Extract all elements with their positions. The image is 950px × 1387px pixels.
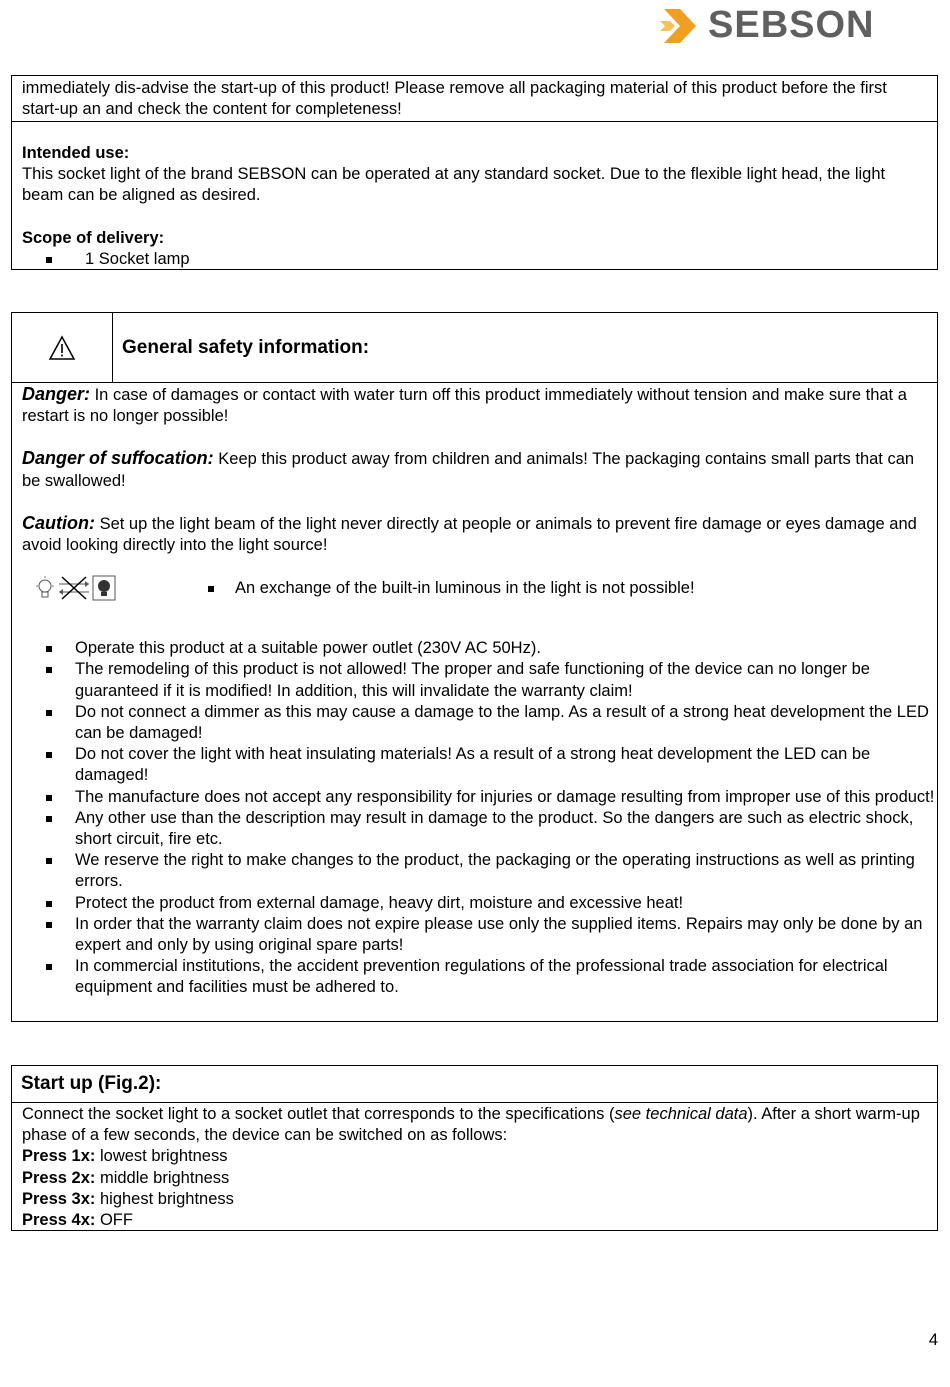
safety-item: Do not cover the light with heat insulating materials! As a result of a strong heat development the LED can be damaged!	[12, 744, 937, 786]
brand-logo	[660, 6, 874, 46]
led-note-row	[12, 568, 937, 608]
caution-paragraph	[22, 513, 927, 556]
step-label: Press 1x:	[22, 1147, 96, 1166]
led-lamp-icon	[92, 575, 116, 601]
safety-body	[12, 382, 937, 556]
intended-use-section	[12, 121, 937, 249]
suffocation-text: Keep this product away from children and animals! The packaging contains small parts that can be swallowed!	[22, 450, 915, 490]
startup-step	[22, 1168, 927, 1189]
step-value: highest brightness	[95, 1189, 234, 1208]
scope-list	[12, 249, 937, 270]
safety-item: The manufacture does not accept any responsibility for injuries or damage resulting from improper use of this product!	[12, 787, 937, 808]
no-exchange-icon	[56, 575, 92, 601]
safety-item: We reserve the right to make changes to the product, the packaging or the operating instructions as well as printing errors.	[12, 850, 937, 892]
page-number: 4	[928, 1331, 938, 1349]
intended-use-text: This socket light of the brand SEBSON can be operated at any standard socket. Due to the flexible light head, the light beam can be aligned as desired.	[22, 165, 886, 205]
step-label: Press 3x:	[22, 1189, 96, 1208]
safety-title: General safety information:	[122, 336, 370, 358]
scope-title: Scope of delivery:	[22, 228, 165, 247]
startup-text	[22, 1104, 927, 1146]
intro-text: immediately dis-advise the start-up of this product! Please remove all packaging material of this product before the first start-up an and check the content for completeness!	[22, 79, 887, 119]
safety-list	[12, 638, 937, 998]
warning-triangle-icon	[48, 335, 76, 361]
scope-item: 1 Socket lamp	[12, 249, 937, 270]
step-label: Press 2x:	[22, 1168, 96, 1187]
safety-item: In commercial institutions, the accident prevention regulations of the professional trade association for electrical equipment and facilities must be adhered to.	[12, 956, 937, 998]
safety-item: Any other use than the description may result in damage to the product. So the dangers are such as electric shock, short circuit, fire etc.	[12, 808, 937, 850]
caution-label: Caution:	[22, 512, 95, 533]
step-value: middle brightness	[95, 1168, 230, 1187]
danger-text: In case of damages or contact with water turn off this product immediately without tension and make sure that a restart is no longer possible!	[22, 386, 907, 426]
suffocation-paragraph	[22, 448, 927, 491]
danger-label: Danger:	[22, 384, 91, 404]
led-note: An exchange of the built-in luminous in the light is not possible!	[195, 578, 695, 599]
startup-text-ref: see technical data	[614, 1105, 748, 1123]
step-value: lowest brightness	[95, 1147, 228, 1166]
safety-box	[11, 312, 938, 1022]
led-bulb-icon	[34, 575, 56, 601]
suffocation-label: Danger of suffocation:	[22, 448, 214, 469]
safety-item: Do not connect a dimmer as this may cause a damage to the lamp. As a result of a strong heat development the LED can be damaged!	[12, 702, 937, 744]
step-label: Press 4x:	[22, 1211, 96, 1230]
intended-use-title: Intended use:	[22, 144, 130, 162]
safety-item: In order that the warranty claim does not expire please use only the supplied items. Repairs may only be done by an expert and only by using original spare parts!	[12, 914, 937, 956]
startup-box	[11, 1065, 938, 1231]
warning-cell	[12, 313, 113, 382]
step-value: OFF	[95, 1211, 133, 1230]
startup-step	[22, 1189, 927, 1210]
safety-item: Protect the product from external damage, heavy dirt, moisture and excessive heat!	[12, 893, 937, 914]
brand-name: SEBSON	[708, 4, 875, 47]
led-icons	[12, 575, 195, 601]
startup-step	[22, 1210, 927, 1231]
startup-title: Start up (Fig.2):	[21, 1073, 162, 1095]
safety-item: The remodeling of this product is not allowed! The proper and safe functioning of the device can no longer be guaranteed if it is modified! In addition, this will invalidate the warranty claim!	[12, 659, 937, 701]
startup-text-a: Connect the socket light to a socket outlet that corresponds to the specifications (	[22, 1105, 615, 1123]
sebson-logo-icon	[660, 7, 700, 45]
danger-paragraph	[22, 384, 927, 427]
safety-header	[12, 313, 937, 382]
startup-text-b: ). After a short warm-up phase of a few seconds, the device can be switched on as follows:	[22, 1105, 920, 1145]
startup-step	[22, 1146, 927, 1167]
caution-text: Set up the light beam of the light never directly at people or animals to prevent fire damage or eyes damage and avoid looking directly into the light source!	[22, 514, 917, 555]
startup-body	[12, 1102, 937, 1231]
intro-box	[11, 75, 938, 270]
safety-item: Operate this product at a suitable power outlet (230V AC 50Hz).	[12, 638, 937, 659]
